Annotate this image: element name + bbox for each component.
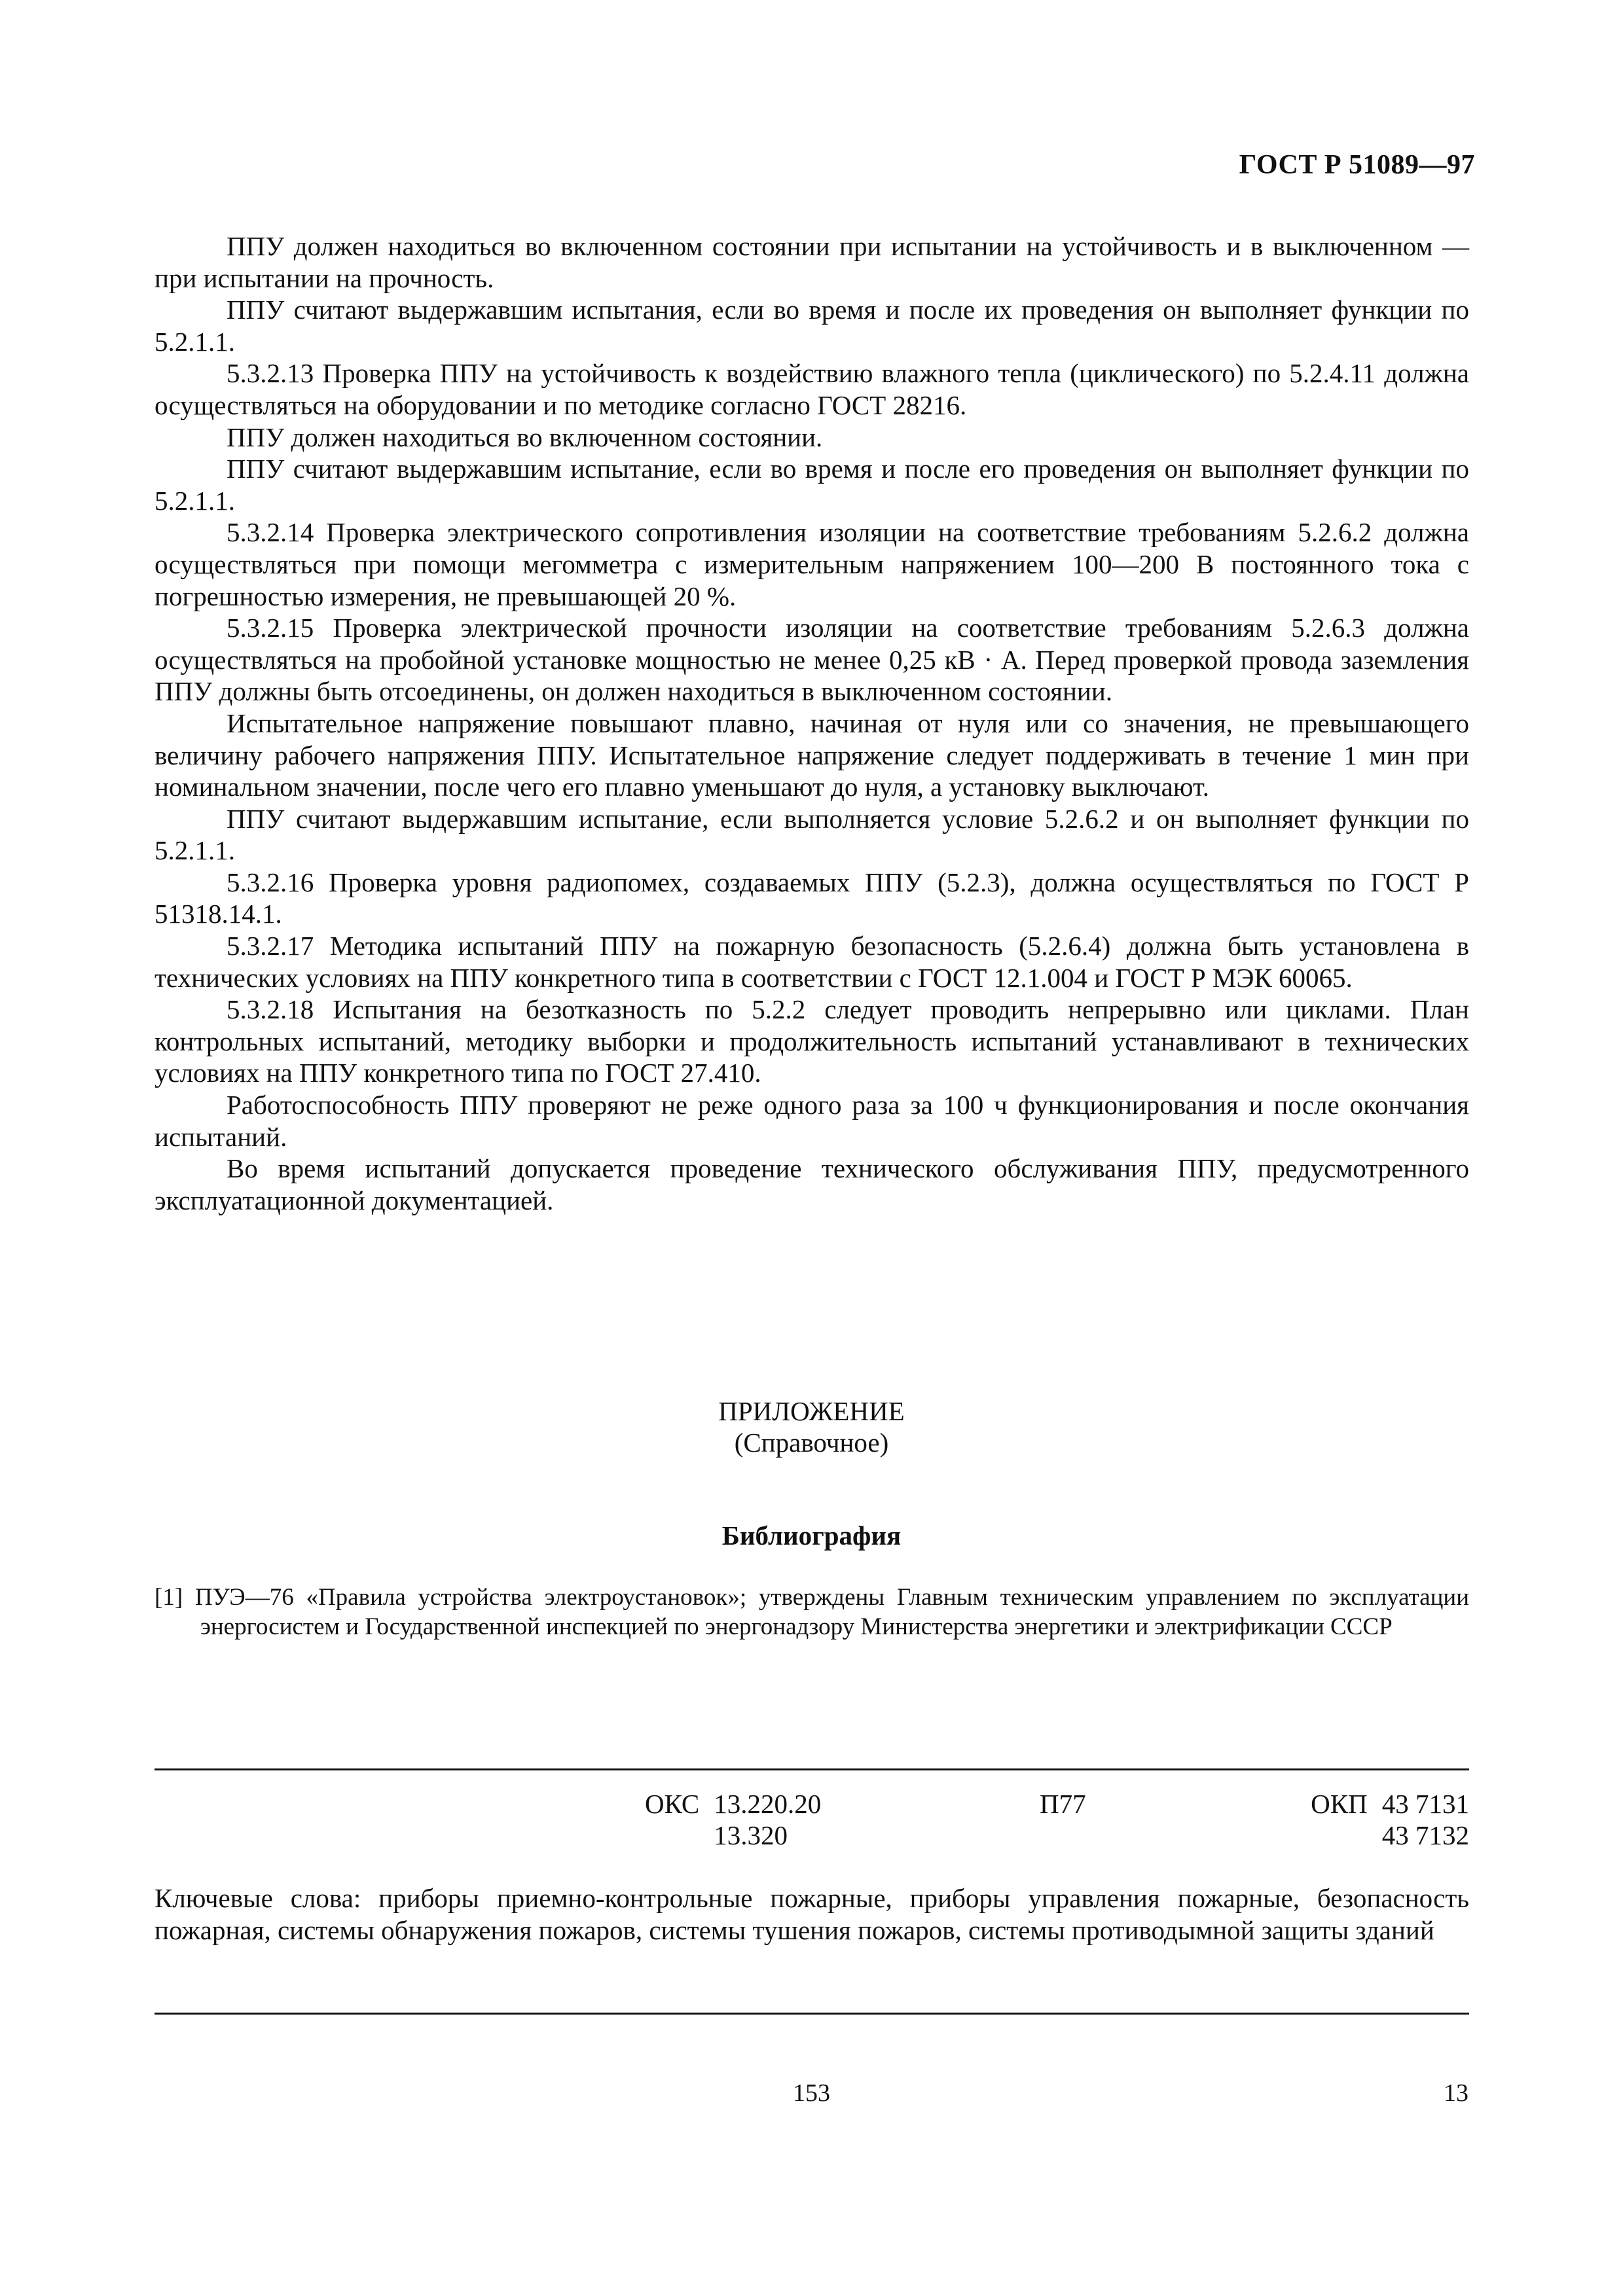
okp-label: ОКП [1311, 1789, 1368, 1819]
paragraph: Испытательное напряжение повышают плавно, начиная от нуля или со значения, не превышающего величину рабочего напряжения ППУ. Испытательное напряжение следует поддерживать в течение 1 мин при номинальном значении, после чего его плавно уменьшают до нуля, а установку выключают. [155, 708, 1469, 802]
okp-code: 43 7132 [1381, 1820, 1469, 1850]
okp-code: 43 7131 [1381, 1789, 1469, 1819]
bibliography-title: Библиография [721, 1520, 902, 1551]
okp-classification [1311, 1788, 1469, 1851]
paragraph: ППУ считают выдержавшим испытание, если во время и после его проведения он выполняет функции по 5.2.1.1. [155, 454, 1469, 516]
divider-bottom [155, 2013, 1469, 2015]
bibliography-entry: [1] ПУЭ—76 «Правила устройства электроустановок»; утверждены Главным техническим управлением по эксплуатации энергосистем и Государственной инспекцией по энергонадзору Министерства энергетики и электрификации СССР [155, 1584, 1469, 1640]
oks-classification [645, 1788, 821, 1851]
appendix-subtitle: (Справочное) [734, 1427, 889, 1458]
collection-page-number: 153 [793, 2079, 830, 2107]
paragraph: ППУ считают выдержавшим испытание, если выполняется условие 5.2.6.2 и он выполняет функции по 5.2.1.1. [155, 803, 1469, 866]
oks-code: 13.220.20 [714, 1789, 822, 1819]
group-code: П77 [1040, 1789, 1086, 1819]
paragraph: Во время испытаний допускается проведение технического обслуживания ППУ, предусмотренного эксплуатационной документацией. [155, 1153, 1469, 1215]
paragraph: 5.3.2.17 Методика испытаний ППУ на пожарную безопасность (5.2.6.4) должна быть установлена в технических условиях на ППУ конкретного типа в соответствии с ГОСТ 12.1.004 и ГОСТ Р МЭК 60065. [155, 931, 1469, 993]
oks-code: 13.320 [714, 1820, 788, 1850]
paragraph: ППУ должен находиться во включенном состоянии при испытании на устойчивость и в выключенном — при испытании на прочность. [155, 231, 1469, 293]
appendix-heading [0, 1395, 1623, 1458]
body-text [155, 230, 1469, 1216]
keywords: Ключевые слова: приборы приемно-контрольные пожарные, приборы управления пожарные, безопасность пожарная, системы обнаружения пожаров, системы тушения пожаров, системы противодымной защиты зданий [155, 1883, 1469, 1945]
document-code: ГОСТ Р 51089—97 [1239, 150, 1475, 180]
oks-label: ОКС [645, 1789, 700, 1819]
paragraph: 5.3.2.14 Проверка электрического сопротивления изоляции на соответствие требованиям 5.2.6.2 должна осуществляться при помощи мегомметра с измерительным напряжением 100—200 В постоянного тока с погрешностью измерения, не превышающей 20 %. [155, 517, 1469, 611]
paragraph: ППУ считают выдержавшим испытания, если во время и после их проведения он выполняет функции по 5.2.1.1. [155, 295, 1469, 357]
appendix-title: ПРИЛОЖЕНИЕ [718, 1396, 905, 1426]
paragraph: Работоспособность ППУ проверяют не реже одного раза за 100 ч функционирования и после окончания испытаний. [155, 1090, 1469, 1152]
paragraph: 5.3.2.13 Проверка ППУ на устойчивость к воздействию влажного тепла (циклического) по 5.2.4.11 должна осуществляться на оборудовании и по методике согласно ГОСТ 28216. [155, 358, 1469, 420]
divider-top [155, 1768, 1469, 1770]
document-page-number: 13 [1444, 2079, 1468, 2107]
paragraph: 5.3.2.16 Проверка уровня радиопомех, создаваемых ППУ (5.2.3), должна осуществляться по ГОСТ Р 51318.14.1. [155, 867, 1469, 929]
paragraph: 5.3.2.18 Испытания на безотказность по 5.2.2 следует проводить непрерывно или циклами. План контрольных испытаний, методику выборки и продолжительность испытаний устанавливают в технических условиях на ППУ конкретного типа по ГОСТ 27.410. [155, 994, 1469, 1088]
paragraph: 5.3.2.15 Проверка электрической прочности изоляции на соответствие требованиям 5.2.6.3 должна осуществляться на пробойной установке мощностью не менее 0,25 кВ · А. Перед проверкой провода заземления ППУ должны быть отсоединены, он должен находиться в выключенном состоянии. [155, 613, 1469, 707]
paragraph: ППУ должен находиться во включенном состоянии. [227, 422, 823, 452]
